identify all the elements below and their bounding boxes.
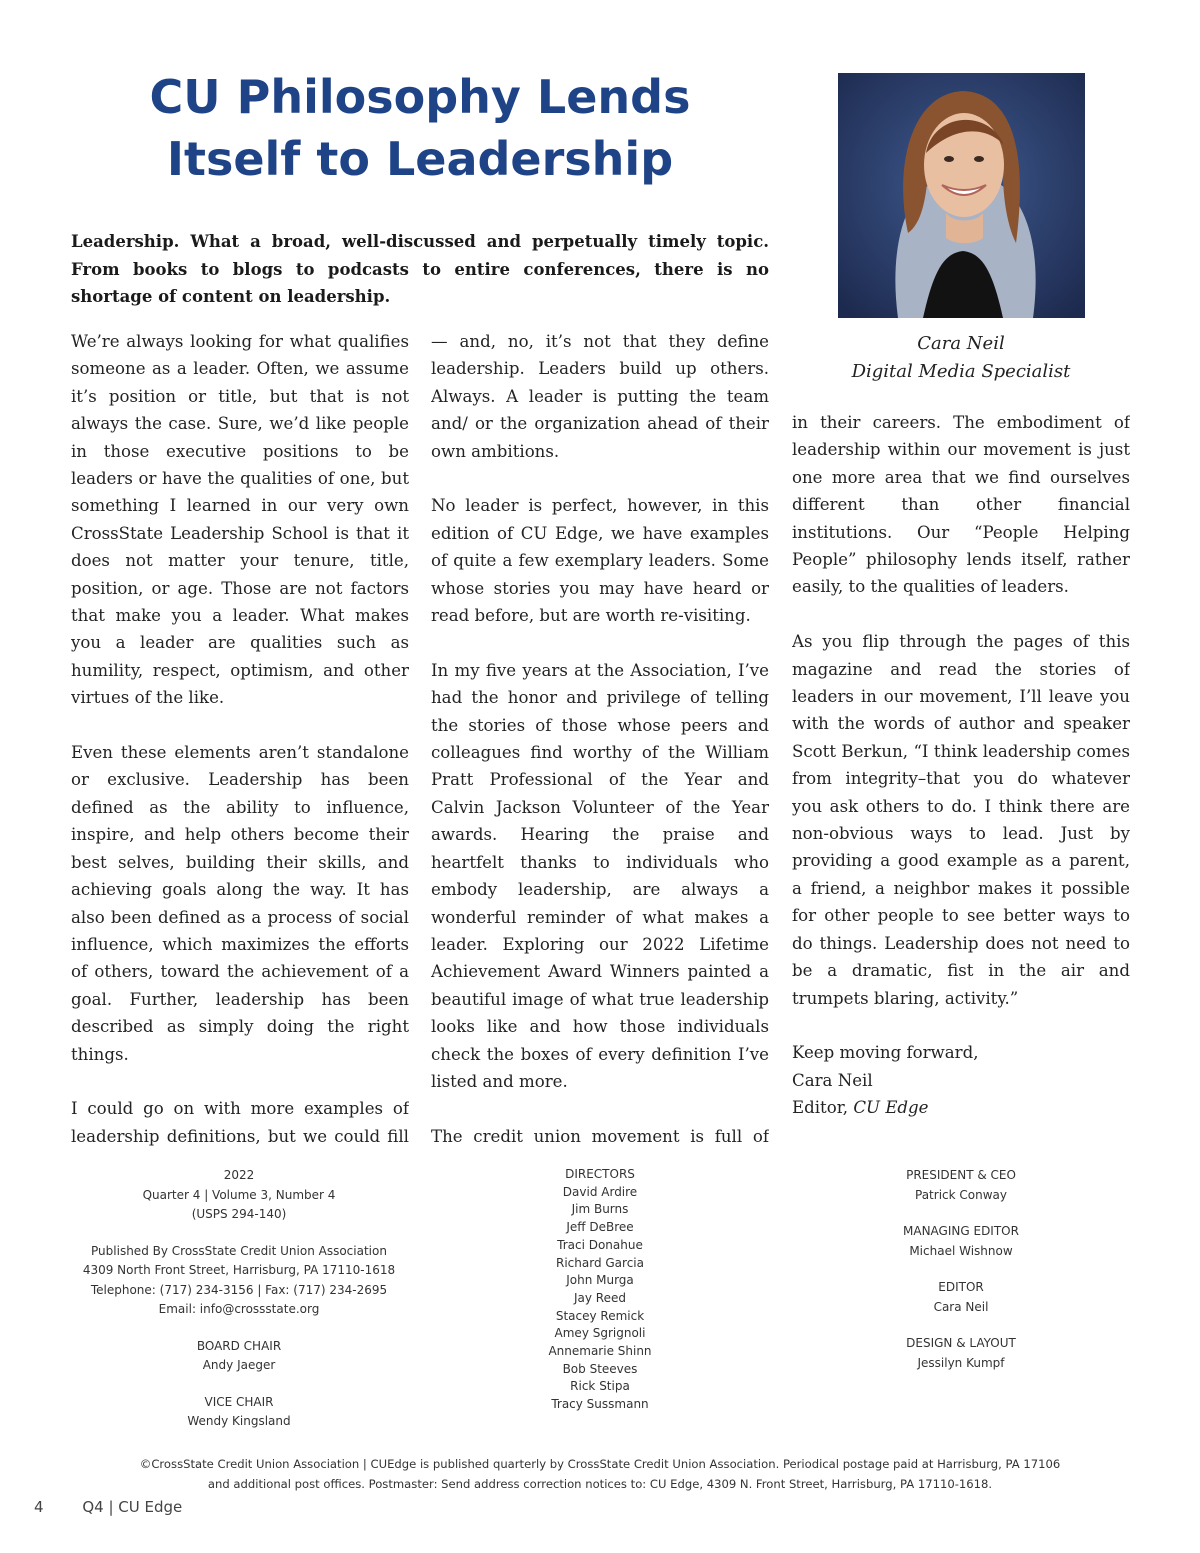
body-column-3 xyxy=(792,409,1130,1129)
issue-quarter: Quarter 4 | Volume 3, Number 4 xyxy=(142,1187,336,1202)
publisher-address: 4309 North Front Street, Harrisburg, PA 17110-1618 xyxy=(82,1263,396,1277)
body-column-1 xyxy=(71,328,409,1152)
legal-notice xyxy=(60,1454,1140,1494)
issue-year: 2022 xyxy=(223,1168,255,1182)
president-name: Patrick Conway xyxy=(915,1187,1007,1202)
signoff-name: Cara Neil xyxy=(792,1070,873,1090)
paragraph: In my five years at the Association, I’ve had the honor and privilege of telling the stories of those whose peers and colleagues find worthy of the William Pratt Professional of the Year and Calvin Jackson Volunteer of the Year awards. Hearing the praise and heartfelt thanks to individuals who embody leadership, are always a wonderful reminder of what makes a leader. Exploring our 2022 Lifetime Achievement Award Winners painted a beautiful image of what true leadership looks like and how those individuals check the boxes of every definition I’ve listed and more. xyxy=(431,660,769,1091)
masthead-staff xyxy=(792,1166,1130,1390)
director-name: Jim Burns xyxy=(571,1202,629,1217)
signoff-line-1: Keep moving forward, xyxy=(792,1043,979,1063)
director-name: Stacey Remick xyxy=(555,1308,645,1323)
publisher-phone: Telephone: (717) 234-3156 | Fax: (717) 234-2695 xyxy=(90,1282,388,1297)
paragraph: — and, no, it’s not that they define leadership. Leaders build up others. Always. A leader is putting the team and/ or the organization ahead of their own ambitions. xyxy=(431,332,769,461)
masthead-directors xyxy=(431,1166,769,1414)
legal-line-2: and additional post offices. Postmaster: Send address correction notices to: CU Edge, 4309 N. Front Street, Harrisburg, PA 17110-1618. xyxy=(207,1477,993,1491)
publication-name: Q4 | CU Edge xyxy=(82,1498,183,1516)
masthead-issue-info xyxy=(70,1166,408,1449)
paragraph: I could go on with more examples of leadership definitions, but we could fill xyxy=(71,1099,409,1146)
caption-role: Digital Media Specialist xyxy=(851,361,1071,382)
signoff xyxy=(792,1039,1130,1121)
author-photo xyxy=(838,73,1085,318)
legal-line-1: ©CrossState Credit Union Association | CUEdge is published quarterly by CrossState Credit Union Association. Periodical postage paid at Harrisburg, PA 17106 xyxy=(139,1457,1061,1471)
editor-label: EDITOR xyxy=(938,1280,984,1294)
director-name: Traci Donahue xyxy=(557,1237,643,1252)
title-line-2: Itself to Leadership xyxy=(166,132,674,186)
directors-label: DIRECTORS xyxy=(565,1167,635,1181)
design-name: Jessilyn Kumpf xyxy=(917,1355,1005,1370)
signoff-title xyxy=(792,1094,1130,1121)
signoff-title-prefix: Editor, xyxy=(792,1098,854,1118)
vice-chair-name: Wendy Kingsland xyxy=(187,1414,291,1428)
president-label: PRESIDENT & CEO xyxy=(906,1168,1016,1182)
managing-editor-name: Michael Wishnow xyxy=(909,1243,1013,1258)
paragraph: Even these elements aren’t standalone or exclusive. Leadership has been defined as the ability to influence, inspire, and help others become their best selves, building their skills, and achieving goals along the way. It has also been defined as a process of social influence, which maximizes the efforts of others, toward the achievement of a goal. Further, leadership has been described as simply doing the right things. xyxy=(71,743,409,1064)
director-name: David Ardire xyxy=(562,1184,638,1199)
director-name: Jeff DeBree xyxy=(566,1220,634,1235)
paragraph: We’re always looking for what qualifies someone as a leader. Often, we assume it’s position or title, but that is not always the case. Sure, we’d like people in those executive positions to be leaders or have the qualities of one, but something I learned in our very own CrossState Leadership School is that it does not matter your tenure, title, position, or age. Those are not factors that make you a leader. What makes you a leader are qualities such as humility, respect, optimism, and other virtues of the like. xyxy=(71,332,409,708)
publisher-name: Published By CrossState Credit Union Association xyxy=(91,1243,387,1258)
page-number: 4 xyxy=(34,1498,44,1516)
article-title xyxy=(70,66,770,190)
caption-name: Cara Neil xyxy=(917,333,1005,354)
director-name: John Murga xyxy=(566,1273,634,1288)
lead-paragraph: Leadership. What a broad, well-discussed and perpetually timely topic. From books to blogs to podcasts to entire conferences, there is no shortage of content on leadership. xyxy=(71,232,769,306)
board-chair-label: BOARD CHAIR xyxy=(196,1338,282,1353)
director-name: Annemarie Shinn xyxy=(548,1344,652,1359)
director-name: Amey Sgrignoli xyxy=(554,1326,646,1341)
portrait-illustration xyxy=(838,73,1085,318)
paragraph: in their careers. The embodiment of leadership within our movement is just one more area that we find ourselves different than other financial institutions. Our “People Helping People” philosophy lends itself, rather easily, to the qualities of leaders. xyxy=(792,413,1130,597)
paragraph: The credit union movement is full of xyxy=(431,1126,769,1146)
director-name: Bob Steeves xyxy=(562,1361,638,1376)
page-folio xyxy=(34,1498,182,1516)
publisher-email: Email: info@crossstate.org xyxy=(158,1302,320,1316)
design-label: DESIGN & LAYOUT xyxy=(906,1336,1016,1350)
managing-editor-label: MANAGING EDITOR xyxy=(903,1224,1019,1238)
paragraph: No leader is perfect, however, in this edition of CU Edge, we have examples of quite a few exemplary leaders. Some whose stories you may have heard or read before, but are worth re-visiting. xyxy=(431,496,769,626)
photo-caption xyxy=(792,330,1130,386)
signoff-publication: CU Edge xyxy=(853,1098,929,1118)
body-column-2 xyxy=(431,328,769,1152)
director-name: Rick Stipa xyxy=(570,1379,630,1394)
title-line-1: CU Philosophy Lends xyxy=(149,70,691,124)
director-name: Jay Reed xyxy=(574,1290,626,1305)
director-name: Tracy Sussmann xyxy=(551,1397,649,1412)
paragraph: As you flip through the pages of this magazine and read the stories of leaders in our movement, I’ll leave you with the words of author and speaker Scott Berkun, “I think leadership comes from integrity–that you do whatever you ask others to do. I think there are non-obvious ways to lead. Just by providing a good example as a parent, a friend, a neighbor makes it possible for other people to see better ways to do things. Leadership does not need to be a dramatic, fist in the air and trumpets blaring, activity.” xyxy=(792,632,1130,1008)
director-name: Richard Garcia xyxy=(556,1255,644,1270)
vice-chair-label: VICE CHAIR xyxy=(204,1394,274,1409)
issue-usps: (USPS 294-140) xyxy=(191,1207,287,1221)
board-chair-name: Andy Jaeger xyxy=(202,1358,276,1372)
editor-name: Cara Neil xyxy=(933,1299,989,1314)
